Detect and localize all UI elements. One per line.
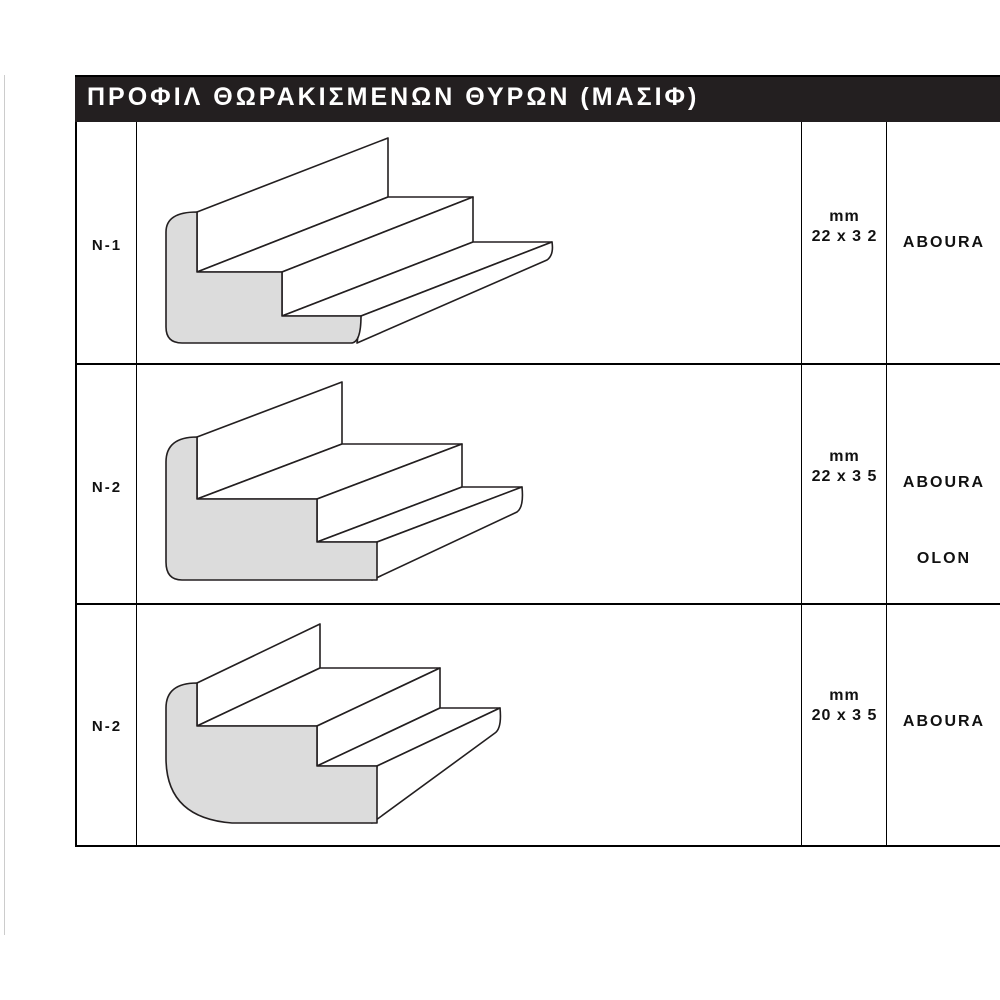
- profile-code: N-2: [91, 718, 123, 735]
- unit-label: mm: [829, 208, 860, 225]
- title-bar: [75, 75, 1000, 122]
- unit-label: mm: [829, 448, 860, 465]
- profile-drawing-n1: [162, 127, 562, 352]
- wood-type: ABOURA: [902, 234, 986, 251]
- dimension-label: [802, 447, 887, 487]
- dimension-label: [802, 686, 887, 726]
- page-title: ΠΡΟΦΙΛ ΘΩΡΑΚΙΣΜΕΝΩΝ ΘΥΡΩΝ (ΜΑΣΙΦ): [87, 83, 700, 111]
- profile-code: N-1: [91, 237, 123, 254]
- table-row: [77, 362, 1000, 602]
- profile-code: N-2: [91, 479, 123, 496]
- profile-catalog: [75, 75, 1000, 847]
- wood-type: OLON: [916, 550, 972, 567]
- dimension-label: [802, 207, 887, 247]
- table-row: [77, 603, 1000, 843]
- size-label: 22 x 3 5: [811, 468, 878, 485]
- size-label: 20 x 3 5: [811, 707, 878, 724]
- profile-drawing-n2: [162, 367, 562, 592]
- table-row: [77, 122, 1000, 362]
- page-edge-line: [4, 75, 5, 935]
- size-label: 22 x 3 2: [811, 228, 878, 245]
- profile-drawing-n2-alt: [162, 608, 562, 833]
- unit-label: mm: [829, 687, 860, 704]
- wood-type: ABOURA: [902, 713, 986, 730]
- wood-type: ABOURA: [902, 474, 986, 491]
- profile-table: [75, 122, 1000, 847]
